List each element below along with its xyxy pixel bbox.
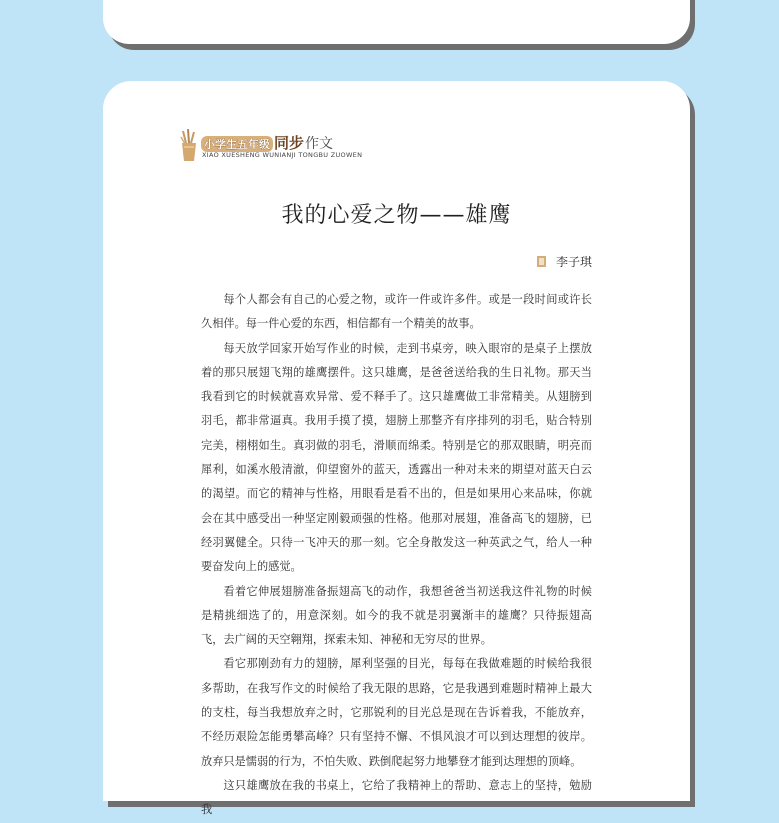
paragraph: 看着它伸展翅膀准备振翅高飞的动作，我想爸爸当初送我这件礼物的时候是精挑细选了的，用意深刻。如今的我不就是羽翼渐丰的雄鹰？只待振翅高飞，去广阔的天空翱翔，探索未知、神秘和无穷尽的世界。	[201, 584, 592, 647]
brush-pot-icon	[179, 129, 199, 163]
article-page-card	[103, 81, 690, 817]
series-tongbu-label: 同步	[274, 134, 305, 152]
series-grade-label: 小学生五年级	[201, 136, 273, 152]
series-title	[201, 132, 333, 153]
paragraph: 这只雄鹰放在我的书桌上，它给了我精神上的帮助、意志上的坚持，勉励我	[201, 778, 592, 817]
paragraph: 看它那刚劲有力的翅膀，犀利坚强的目光，每每在我做难题的时候给我很多帮助，在我写作文的时候给了我无限的思路，它是我遇到难题时精神上最大的支柱，每当我想放弃之时，它那锐利的目光总是现在告诉着我，不能放弃，不经历艰险怎能勇攀高峰？只有坚持不懈、不惧风浪才可以到达理想的彼岸。放弃只是懦弱的行为，不怕失败、跌倒爬起努力地攀登才能到达理想的顶峰。	[201, 657, 592, 768]
previous-page-card	[103, 0, 690, 44]
series-zuowen-label: 作文	[305, 136, 334, 152]
author-name: 李子琪	[555, 255, 592, 269]
author-mark-icon	[537, 256, 546, 267]
paragraph: 每个人都会有自己的心爱之物，或许一件或许多件。或是一段时间或许长久相伴。每一件心爱的东西，相信都有一个精美的故事。	[201, 293, 592, 331]
article-title: 我的心爱之物——雄鹰	[281, 203, 512, 228]
series-pinyin: XIAO XUESHENG WUNIANJI TONGBU ZUOWEN	[202, 151, 363, 159]
series-logo	[179, 129, 379, 165]
article-body	[201, 288, 592, 823]
paragraph: 每天放学回家开始写作业的时候，走到书桌旁，映入眼帘的是桌子上摆放着的那只展翅飞翔的雄鹰摆件。这只雄鹰，是爸爸送给我的生日礼物。那天当我看到它的时候就喜欢异常、爱不释手了。这只雄鹰做工非常精美。从翅膀到羽毛，都非常逼真。我用手摸了摸，翅膀上那整齐有序排列的羽毛，贴合特别完美，栩栩如生。真羽做的羽毛，滑顺而绵柔。特别是它的那双眼睛，明亮而犀利，如溪水般清澈，仰望窗外的蓝天，透露出一种对未来的期望对蓝天白云的渴望。而它的精神与性格，用眼看是看不出的，但是如果用心来品味，你就会在其中感受出一种坚定刚毅顽强的性格。他那对展翅，准备高飞的翅膀，已经羽翼健全。只待一飞冲天的那一刻。它全身散发这一种英武之气，给人一种要奋发向上的感觉。	[201, 341, 592, 574]
author-line	[537, 253, 592, 270]
